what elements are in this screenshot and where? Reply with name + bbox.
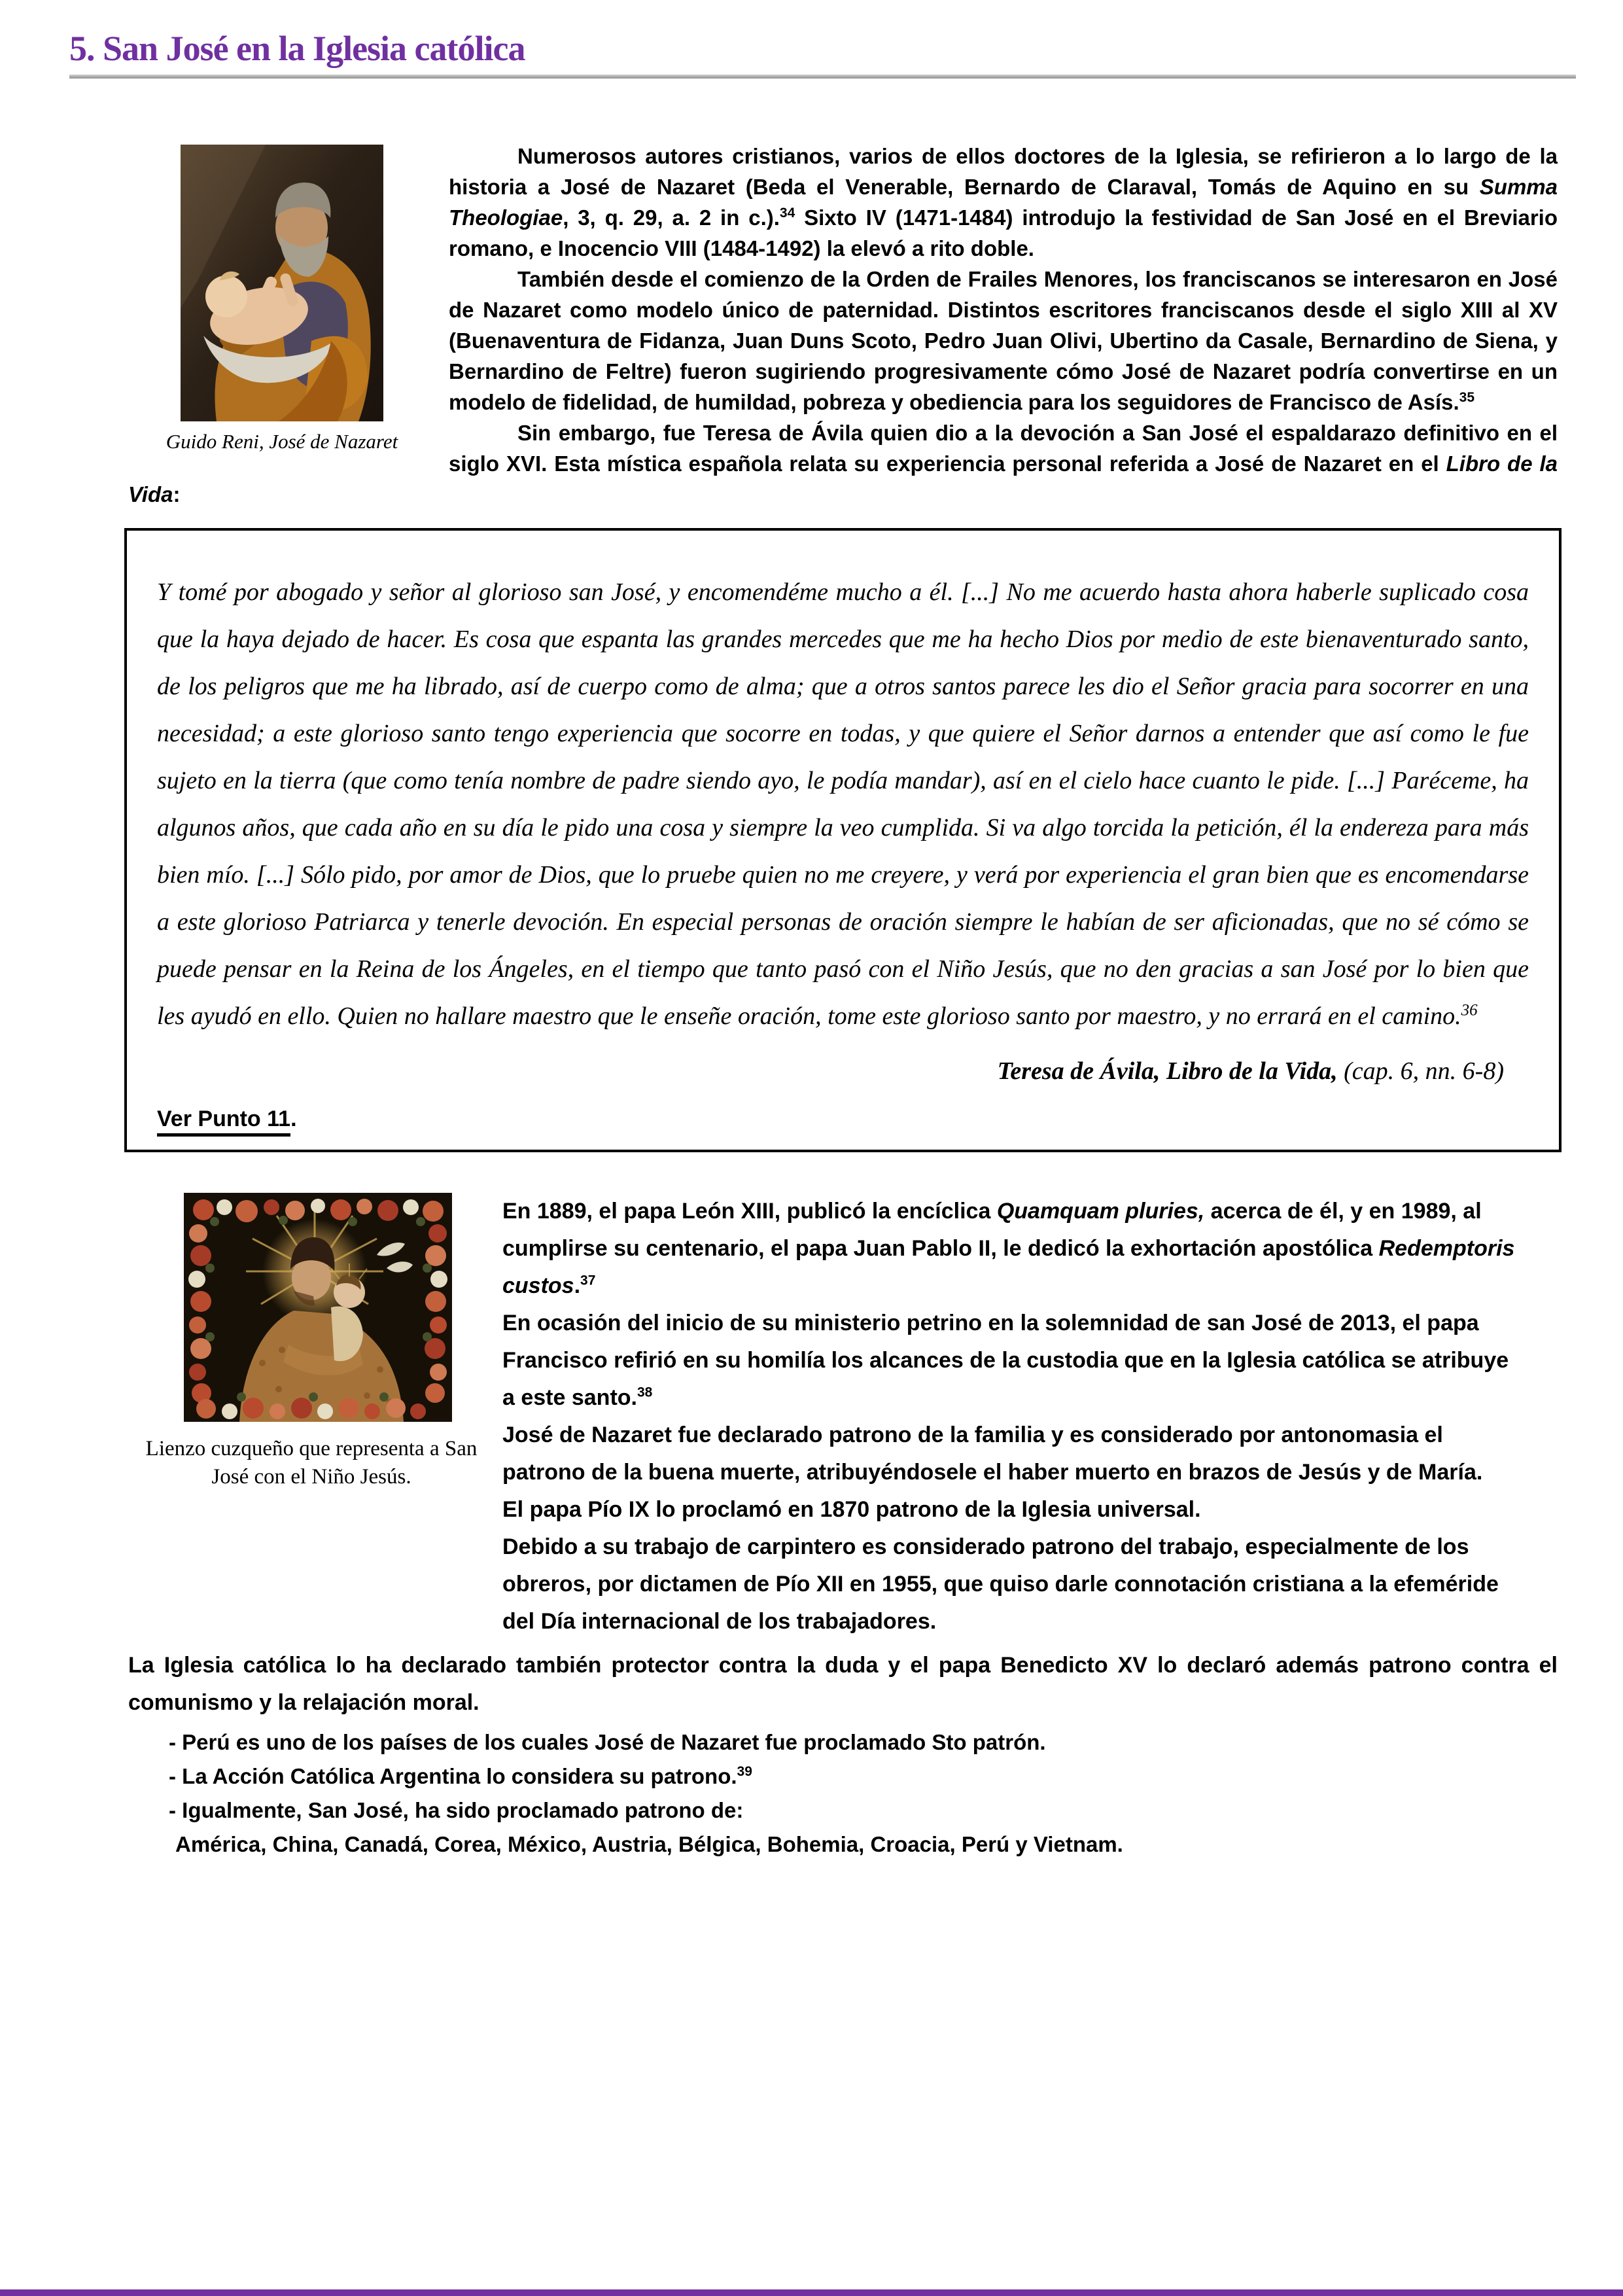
paragraph [502, 1528, 1520, 1640]
bottom-accent-bar [0, 2289, 1623, 2296]
paragraph [502, 1305, 1520, 1417]
text-segment: Sixto IV (1471-1484) introdujo la festividad de San José en el Breviario romano, e Inocencio VIII (1484-1492) la elevó a rito doble. [449, 205, 1558, 260]
text-segment: Numerosos autores cristianos, varios de ellos doctores de la Iglesia, se refirieron a lo largo de la historia a José de Nazaret (Beda el Venerable, Bernardo de Claraval, Tomás de Aquino en su [449, 144, 1558, 199]
list-item-countries [175, 1828, 1558, 1861]
text-segment: (cap. 6, nn. 6-8) [1344, 1057, 1504, 1085]
text-segment: Quamquam pluries, [996, 1199, 1205, 1224]
footnote-ref: 36 [1461, 1001, 1478, 1019]
text-segment: También desde el comienzo de la Orden de Frailes Menores, los franciscanos se interesaron en José de Nazaret como modelo único de paternidad. Distintos escritores franciscanos desde el siglo XIII al XV (Buenaventura de Fidanza, Juan Duns Scoto, Pedro Juan Olivi, Ubertino da Casale, Bernardino de Siena, y Bernardino de Feltre) fueron sugiriendo progresivamente cómo José de Nazaret podría convertirse en un modelo de fidelidad, de humildad, pobreza y obediencia para los seguidores de Francisco de Asís. [449, 267, 1558, 414]
figure-column [128, 1193, 502, 1640]
quote-box [124, 528, 1562, 1152]
paragraph [128, 1647, 1558, 1722]
footnote-ref: 39 [737, 1764, 752, 1779]
text-segment: acerca de él, y en 1989, al cumplirse su centenario, el papa Juan Pablo II, le dedicó la exhortación apostólica [502, 1199, 1482, 1261]
text-segment: Y tomé por abogado y señor al glorioso san José, y encomendéme mucho a él. [...] No me acuerdo hasta ahora haberle suplicado cosa que la haya dejado de hacer. Es cosa que espanta las grandes mercedes que me ha hecho Dios por medio de este bienaventurado santo, de los peligros que me ha librado, así de cuerpo como de alma; que a otros santos parece les dio el Señor gracia para socorrer en una necesidad; a este glorioso santo tengo experiencia que socorre en todas, y que quiere el Señor darnos a entender que así como le fue sujeto en la tierra (que como tenía nombre de padre siendo ayo, le podía mandar), así en el cielo hace cuanto le pide. [...] Paréceme, ha algunos años, que cada año en su día le pido una cosa y siempre la veo cumplida. Si va algo torcida la petición, él la endereza para más bien mío. [...] Sólo pido, por amor de Dios, que lo pruebe quien no me creyere, y verá por experiencia el gran bien que es encomendarse a este glorioso Patriarca y tenerle devoción. En especial personas de oración siempre le habían de ser aficionadas, que no sé cómo se puede pensar en la Reina de los Ángeles, en el tiempo que tanto pasó con el Niño Jesús, que no den gracias a san José por lo bien que les ayudó en ello. Quien no hallare maestro que le enseñe oración, tome este glorioso santo por maestro, y no errará en el camino. [157, 578, 1529, 1030]
painting-guido-reni-image [181, 145, 383, 421]
paragraph [502, 1193, 1520, 1305]
text-segment: En 1889, el papa León XIII, publicó la encíclica [502, 1199, 997, 1224]
section-history [128, 141, 1558, 1152]
painting-cuzco-image [184, 1193, 452, 1422]
text-segment: - Igualmente, San José, ha sido proclamado patrono de: [169, 1798, 744, 1822]
section-patronage [128, 1193, 1558, 1640]
page-title: 5. San José en la Iglesia católica [69, 29, 525, 68]
ver-punto-period: . [290, 1106, 297, 1131]
ver-punto-link[interactable]: Ver Punto 11 [157, 1106, 290, 1137]
paragraph [502, 1491, 1520, 1528]
text-segment: - La Acción Católica Argentina lo considera su patrono. [169, 1764, 737, 1788]
figure-guido-reni [166, 145, 398, 454]
figure-caption: Lienzo cuzqueño que representa a San José con el Niño Jesús. [145, 1437, 478, 1489]
footnote-ref: 37 [580, 1273, 596, 1288]
text-segment: : [173, 482, 181, 506]
quote-text [157, 569, 1529, 1040]
list-item [169, 1725, 1558, 1759]
footnote-ref: 34 [779, 205, 795, 221]
text-segment: Debido a su trabajo de carpintero es considerado patrono del trabajo, especialmente de los obreros, por dictamen de Pío XII en 1955, que quiso darle connotación cristiana a la efeméride del Día internacional de los trabajadores. [502, 1534, 1499, 1634]
patron-list [169, 1725, 1558, 1861]
text-segment: - Perú es uno de los países de los cuales José de Nazaret fue proclamado Sto patrón. [169, 1730, 1046, 1754]
title-rule [69, 75, 1576, 79]
text-segment: En ocasión del inicio de su ministerio petrino en la solemnidad de san José de 2013, el papa Francisco refirió en su homilía los alcances de la custodia que en la Iglesia católica se atribuye a este santo. [502, 1311, 1509, 1410]
text-segment: América, China, Canadá, Corea, México, Austria, Bélgica, Bohemia, Croacia, Perú y Vietnam. [175, 1832, 1123, 1856]
text-segment: La Iglesia católica lo ha declarado también protector contra la duda y el papa Benedicto XV lo declaró además patrono contra el comunismo y la relajación moral. [128, 1653, 1558, 1715]
text-segment: El papa Pío IX lo proclamó en 1870 patrono de la Iglesia universal. [502, 1497, 1201, 1522]
footnote-ref: 38 [637, 1385, 653, 1400]
document-body [128, 141, 1558, 1861]
footnote-ref: 35 [1459, 390, 1475, 405]
text-segment: , 3, q. 29, a. 2 in c.). [563, 205, 780, 230]
text-segment: Redemptoris custos [502, 1236, 1515, 1298]
figure-cuzco [128, 1193, 502, 1491]
text-segment: Summa Theologiae [449, 175, 1558, 230]
list-item [169, 1793, 1558, 1827]
quote-attribution [157, 1046, 1529, 1096]
text-segment: . [574, 1273, 581, 1298]
section2-text [502, 1193, 1558, 1640]
figure-caption: Guido Reni, José de Nazaret [166, 430, 398, 453]
text-segment: José de Nazaret fue declarado patrono de la familia y es considerado por antonomasia el patrono de la buena muerte, atribuyéndosele el haber muerto en brazos de Jesús y de María. [502, 1422, 1483, 1485]
text-segment: Sin embargo, fue Teresa de Ávila quien dio a la devoción a San José el espaldarazo definitivo en el siglo XVI. Esta mística española relata su experiencia personal referida a José de Nazaret en el [449, 421, 1558, 476]
paragraph [502, 1417, 1520, 1491]
ver-punto-reference [157, 1103, 1529, 1135]
list-item [169, 1759, 1558, 1793]
text-segment: Teresa de Ávila, Libro de la Vida, [997, 1057, 1344, 1085]
text-segment: Libro de la Vida [128, 451, 1558, 506]
